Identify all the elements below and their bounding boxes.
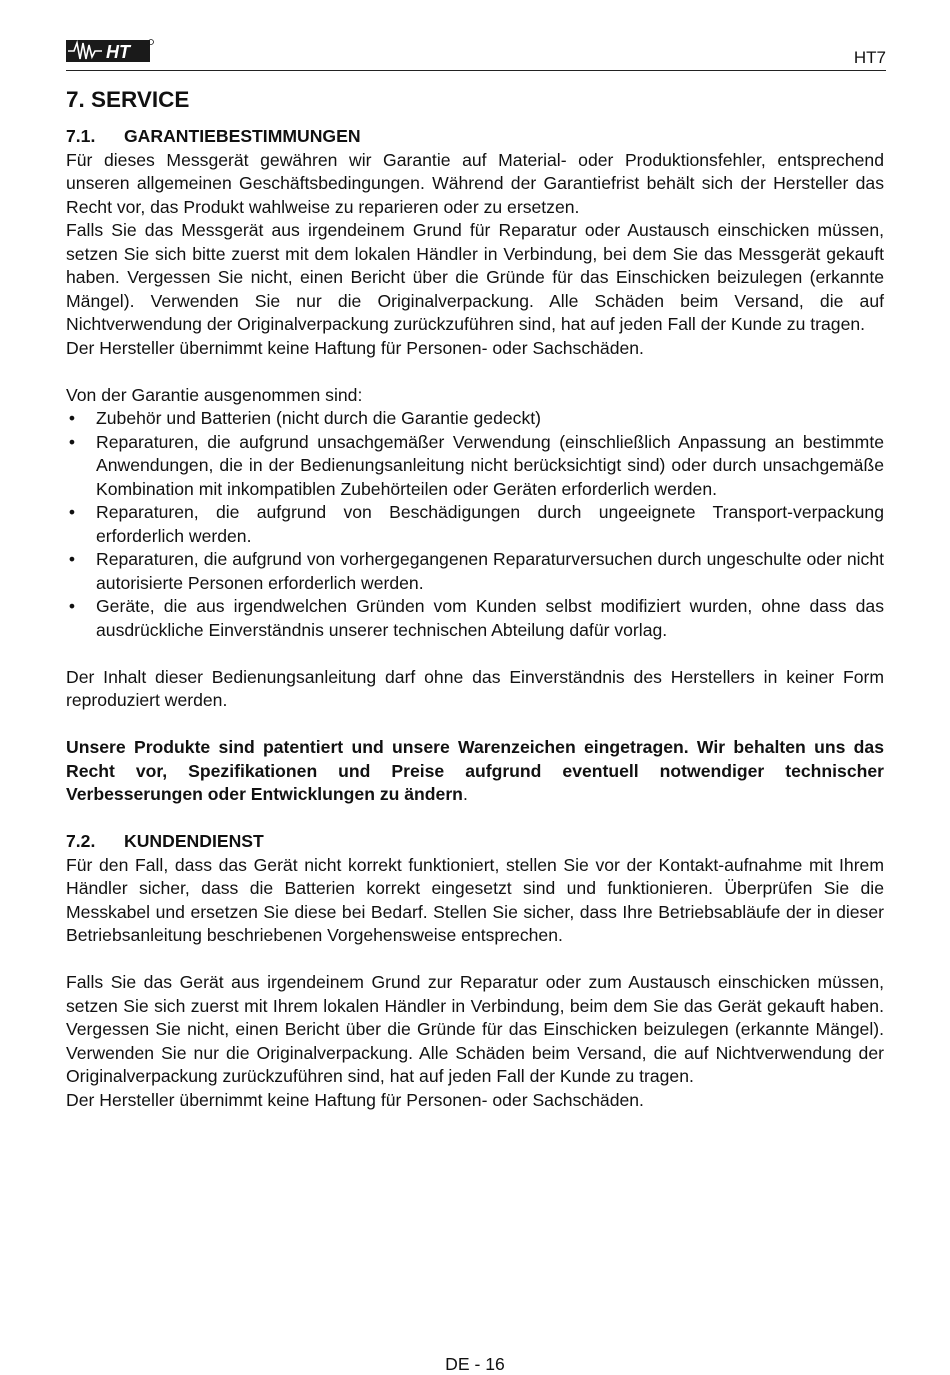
- subsection-title: KUNDENDIENST: [124, 831, 264, 851]
- list-item: • Geräte, die aus irgendwelchen Gründen vom Kunden selbst modifiziert wurden, ohne dass das ausdrückliche Einverständnis unserer technischen Abteilung dafür vorlag.: [66, 595, 884, 642]
- bullet-icon: •: [68, 502, 76, 522]
- list-item: • Reparaturen, die aufgrund von Beschädigungen durch ungeeignete Transport-verpackung erforderlich werden.: [66, 501, 884, 548]
- bullet-icon: •: [68, 549, 76, 569]
- paragraph: Der Hersteller übernimmt keine Haftung für Personen- oder Sachschäden.: [66, 1089, 644, 1110]
- subsection-number: 7.1.: [66, 126, 96, 146]
- paragraph: Für den Fall, dass das Gerät nicht korrekt funktioniert, stellen Sie vor der Kontakt-aufnahme mit Ihrem Händler sicher, dass die Batterien korrekt eingesetzt sind und funktionieren. Überprüfen Sie die Messkabel und ersetzen Sie diese bei Bedarf. Stellen Sie sicher, dass Ihre Betriebsabläufe der in dieser Betriebsanleitung beschriebenen Vorgehensweise entsprechen.: [66, 854, 884, 945]
- paragraph: Der Hersteller übernimmt keine Haftung für Personen- oder Sachschäden.: [66, 337, 644, 358]
- paragraph: Der Inhalt dieser Bedienungsanleitung darf ohne das Einverständnis des Herstellers in keiner Form reproduziert werden.: [66, 666, 884, 710]
- subsection-heading-warranty: [66, 125, 884, 149]
- page-content: [66, 86, 884, 1112]
- list-item: • Reparaturen, die aufgrund unsachgemäßer Verwendung (einschließlich Anpassung an bestimmte Anwendungen, die in der Bedienungsanleitung nicht berücksichtigt sind) oder durch unsachgemäße Kombination mit inkompatiblen Zubehörteilen oder Geräten erforderlich werden.: [66, 431, 884, 502]
- bullet-icon: •: [68, 408, 76, 428]
- exclusions-intro: Von der Garantie ausgenommen sind:: [66, 384, 363, 405]
- section-title: 7. SERVICE: [66, 87, 190, 112]
- list-item: • Zubehör und Batterien (nicht durch die Garantie gedeckt): [66, 407, 884, 431]
- exclusions-list: [66, 407, 884, 642]
- page-number: DE - 16: [445, 1354, 505, 1374]
- ht-logo: [66, 36, 154, 66]
- bold-notice: Unsere Produkte sind patentiert und unsere Warenzeichen eingetragen. Wir behalten uns das Recht vor, Spezifikationen und Preise aufgrund eventuell notwendiger technischer Verbesserungen oder Entwicklungen zu ändern.: [66, 737, 884, 804]
- subsection-title: GARANTIEBESTIMMUNGEN: [124, 126, 361, 146]
- paragraph: Falls Sie das Messgerät aus irgendeinem Grund für Reparatur oder Austausch einschicken müssen, setzen Sie sich bitte zuerst mit dem lokalen Händler in Verbindung, bei dem Sie das Messgerät gekauft haben. Vergessen Sie nicht, einen Bericht über die Gründe für das Einschicken beizulegen (erkannte Mängel). Verwenden Sie nur die Originalverpackung. Alle Schäden beim Versand, die auf Nichtverwendung der Originalverpackung zurückzuführen sind, hat auf jeden Fall der Kunde zu tragen.: [66, 220, 884, 334]
- model-name: HT7: [853, 48, 886, 67]
- subsection-number: 7.2.: [66, 831, 96, 851]
- bullet-icon: •: [68, 596, 76, 616]
- logo-text: HT: [106, 42, 130, 62]
- page-header: [66, 30, 886, 71]
- bullet-icon: •: [68, 431, 76, 452]
- paragraph: Falls Sie das Gerät aus irgendeinem Grund zur Reparatur oder zum Austausch einschicken müssen, setzen Sie sich zuerst mit Ihrem lokalen Händler in Verbindung, beim dem Sie das Gerät gekauft haben. Vergessen Sie nicht, einen Bericht über die Gründe für das Einschicken beizulegen (erkannte Mängel). Verwenden Sie nur die Originalverpackung. Alle Schäden beim Versand, die auf Nichtverwendung der Originalverpackung zurückzuführen sind, hat auf jeden Fall der Kunde zu tragen.: [66, 972, 884, 1086]
- paragraph: Für dieses Messgerät gewähren wir Garantie auf Material- oder Produktionsfehler, entsprechend unseren allgemeinen Geschäftsbedingungen. Während der Garantiefrist behält sich der Hersteller das Recht vor, das Produkt wahlweise zu reparieren oder zu ersetzen.: [66, 149, 884, 217]
- subsection-heading-service: [66, 830, 884, 854]
- list-item: • Reparaturen, die aufgrund von vorhergegangenen Reparaturversuchen durch ungeschulte oder nicht autorisierte Personen erforderlich werden.: [66, 548, 884, 595]
